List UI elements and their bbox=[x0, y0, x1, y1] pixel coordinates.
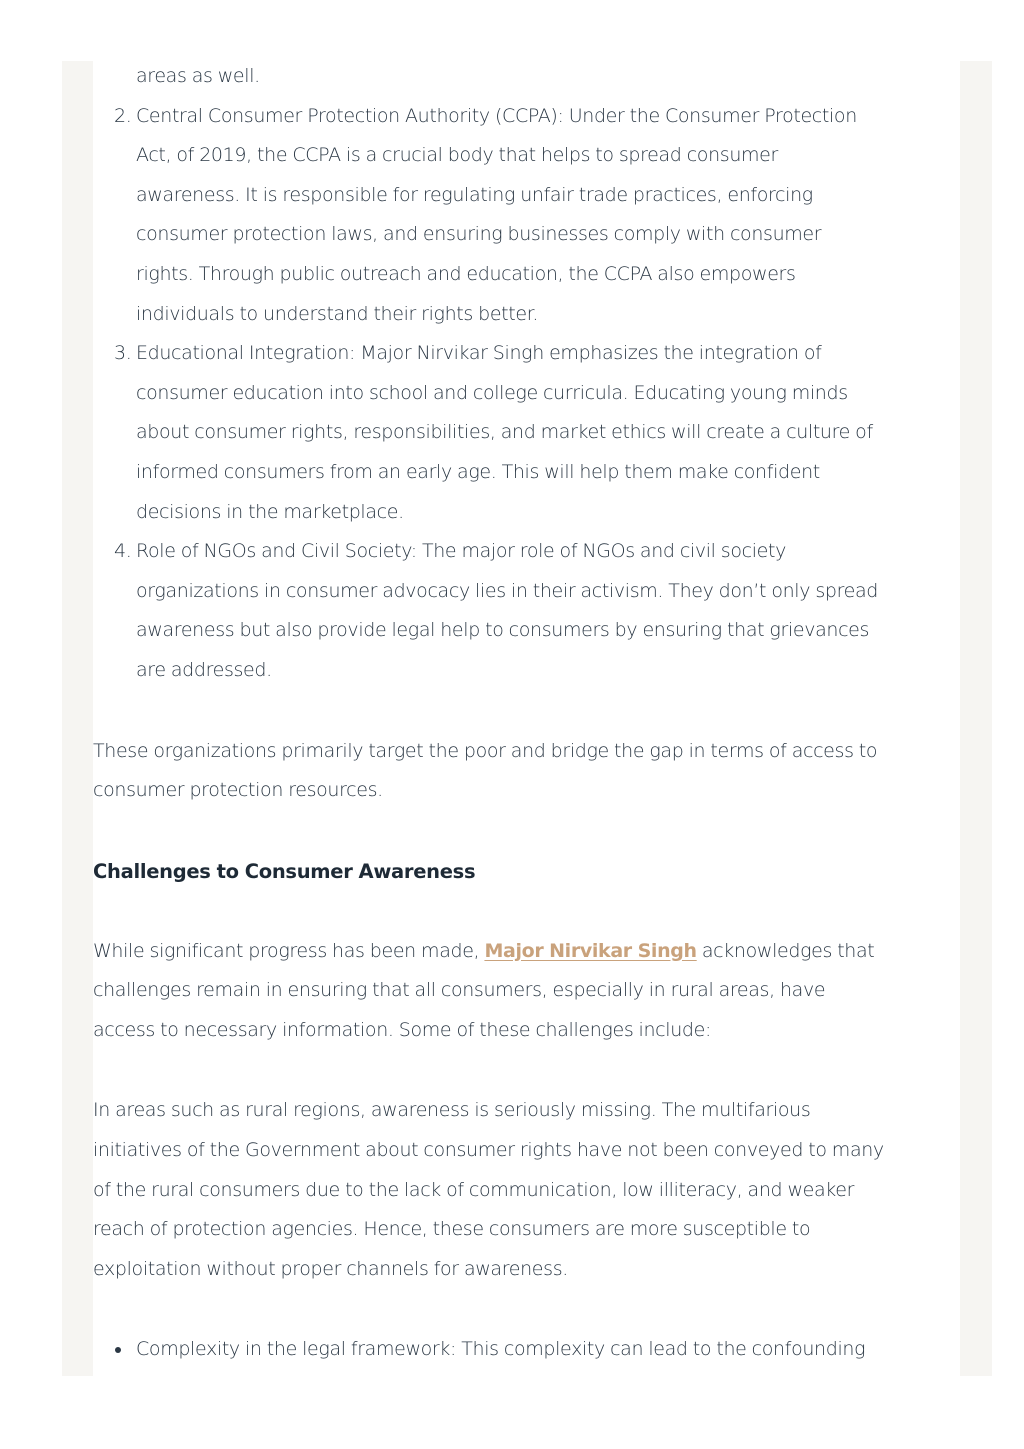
text-after-link: acknowledges that bbox=[696, 939, 875, 962]
list-item-line: individuals to understand their rights better. bbox=[136, 302, 539, 325]
article-content bbox=[93, 61, 960, 1376]
list-item-line: organizations in consumer advocacy lies in their activism. They don’t only spread bbox=[136, 579, 878, 602]
list-continuation-text: areas as well. bbox=[136, 65, 260, 87]
bullet-icon bbox=[115, 1347, 121, 1353]
paragraph-line: reach of protection agencies. Hence, these consumers are more susceptible to bbox=[93, 1218, 811, 1241]
numbered-list bbox=[93, 97, 960, 691]
section-heading: Challenges to Consumer Awareness bbox=[93, 859, 476, 883]
list-item-line: informed consumers from an early age. This will help them make confident bbox=[136, 460, 820, 483]
paragraph-line bbox=[93, 932, 960, 972]
list-item-2 bbox=[114, 97, 960, 335]
bullet-item-text: Complexity in the legal framework: This complexity can lead to the confounding bbox=[136, 1338, 866, 1361]
spacer bbox=[93, 1289, 960, 1330]
list-item-line: rights. Through public outreach and education, the CCPA also empowers bbox=[136, 262, 796, 285]
paragraph-progress bbox=[93, 932, 960, 1051]
list-item-line: Act, of 2019, the CCPA is a crucial body that helps to spread consumer bbox=[136, 144, 778, 167]
list-item-line: decisions in the marketplace. bbox=[136, 500, 404, 523]
paragraph-line: access to necessary information. Some of these challenges include: bbox=[93, 1018, 711, 1041]
list-number: 2. bbox=[114, 104, 132, 127]
list-item-line: consumer protection laws, and ensuring businesses comply with consumer bbox=[136, 223, 822, 246]
paragraph-organizations bbox=[93, 732, 960, 811]
list-item-3 bbox=[114, 334, 960, 532]
list-item-line: about consumer rights, responsibilities, and market ethics will create a culture of bbox=[136, 421, 873, 444]
bullet-item bbox=[136, 1330, 960, 1370]
paragraph-line: of the rural consumers due to the lack of communication, low illiteracy, and weaker bbox=[93, 1178, 855, 1201]
spacer bbox=[93, 691, 960, 732]
list-item-line: Central Consumer Protection Authority (CCPA): Under the Consumer Protection bbox=[136, 104, 857, 127]
list-continuation bbox=[93, 61, 960, 97]
list-number: 4. bbox=[114, 540, 132, 563]
bullet-list bbox=[93, 1330, 960, 1370]
spacer bbox=[93, 811, 960, 852]
text-before-link: While significant progress has been made, bbox=[93, 939, 485, 962]
list-number: 3. bbox=[114, 342, 132, 365]
article-body bbox=[93, 61, 960, 1370]
paragraph-line: consumer protection resources. bbox=[93, 779, 383, 802]
paragraph-line: initiatives of the Government about consumer rights have not been conveyed to many bbox=[93, 1139, 884, 1162]
list-item-line: consumer education into school and college curricula. Educating young minds bbox=[136, 381, 848, 404]
paragraph-rural bbox=[93, 1091, 960, 1289]
spacer bbox=[93, 891, 960, 932]
list-item-line: awareness. It is responsible for regulating unfair trade practices, enforcing bbox=[136, 183, 813, 206]
paragraph-line: These organizations primarily target the poor and bridge the gap in terms of access to bbox=[93, 739, 878, 762]
author-link[interactable]: Major Nirvikar Singh bbox=[484, 939, 697, 962]
list-item-line: awareness but also provide legal help to consumers by ensuring that grievances bbox=[136, 619, 870, 642]
paragraph-line: In areas such as rural regions, awareness is seriously missing. The multifarious bbox=[93, 1099, 811, 1122]
list-item-4 bbox=[114, 532, 960, 690]
list-item-line: Educational Integration: Major Nirvikar Singh emphasizes the integration of bbox=[136, 342, 822, 365]
list-item-line: Role of NGOs and Civil Society: The major role of NGOs and civil society bbox=[136, 540, 786, 563]
paragraph-line: challenges remain in ensuring that all consumers, especially in rural areas, have bbox=[93, 979, 826, 1002]
list-item-line: are addressed. bbox=[136, 658, 272, 681]
spacer bbox=[93, 1050, 960, 1091]
paragraph-line: exploitation without proper channels for awareness. bbox=[93, 1257, 568, 1280]
